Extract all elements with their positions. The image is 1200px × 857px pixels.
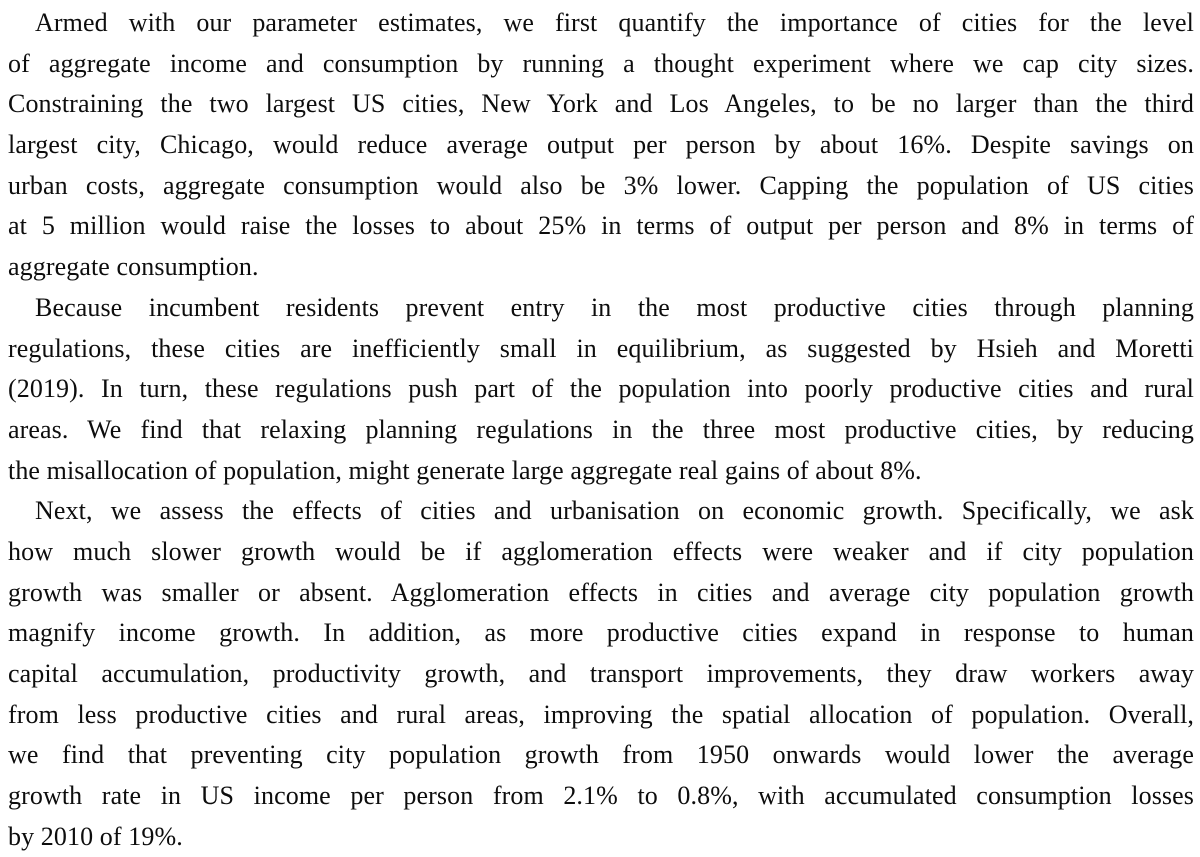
text-line: by 2010 of 19%. — [8, 821, 183, 851]
paragraph-cap-city-sizes — [8, 3, 1194, 288]
text-line: of aggregate income and consumption by running a thought experiment where we cap city sizes. — [8, 48, 1194, 78]
text-line: largest city, Chicago, would reduce average output per person by about 16%. Despite savings on — [8, 130, 1194, 160]
text-line: regulations, these cities are inefficiently small in equilibrium, as suggested by Hsieh and Moretti — [8, 333, 1194, 363]
text-line: capital accumulation, productivity growth, and transport improvements, they draw workers away — [8, 659, 1194, 688]
text-line: growth rate in US income per person from 2.1% to 0.8%, with accumulated consumption losses — [8, 781, 1194, 811]
paragraph-growth-effects — [8, 491, 1194, 857]
text-line: Because incumbent residents prevent entry in the most productive cities through planning — [35, 292, 1194, 322]
text-line: Armed with our parameter estimates, we first quantify the importance of cities for the level — [35, 8, 1194, 37]
paragraph-planning-regulations — [8, 288, 1194, 491]
text-line: from less productive cities and rural areas, improving the spatial allocation of population. Overall, — [8, 699, 1194, 729]
text-line: Constraining the two largest US cities, New York and Los Angeles, to be no larger than the third — [8, 89, 1194, 119]
text-line: growth was smaller or absent. Agglomeration effects in cities and average city population growth — [8, 577, 1194, 607]
text-line: (2019). In turn, these regulations push part of the population into poorly productive cities and rural — [8, 374, 1194, 404]
text-line: aggregate consumption. — [8, 252, 259, 282]
text-line: the misallocation of population, might generate large aggregate real gains of about 8%. — [8, 455, 922, 485]
text-line: at 5 million would raise the losses to about 25% in terms of output per person and 8% in terms of — [8, 211, 1194, 241]
text-line: Next, we assess the effects of cities and urbanisation on economic growth. Specifically, we ask — [35, 496, 1194, 526]
text-line: magnify income growth. In addition, as more productive cities expand in response to human — [8, 618, 1194, 648]
text-line: areas. We find that relaxing planning regulations in the three most productive cities, by reducing — [8, 414, 1194, 444]
text-line: how much slower growth would be if agglomeration effects were weaker and if city population — [8, 536, 1194, 566]
text-line: we find that preventing city population growth from 1950 onwards would lower the average — [8, 740, 1194, 770]
text-line: urban costs, aggregate consumption would also be 3% lower. Capping the population of US cities — [8, 170, 1194, 200]
